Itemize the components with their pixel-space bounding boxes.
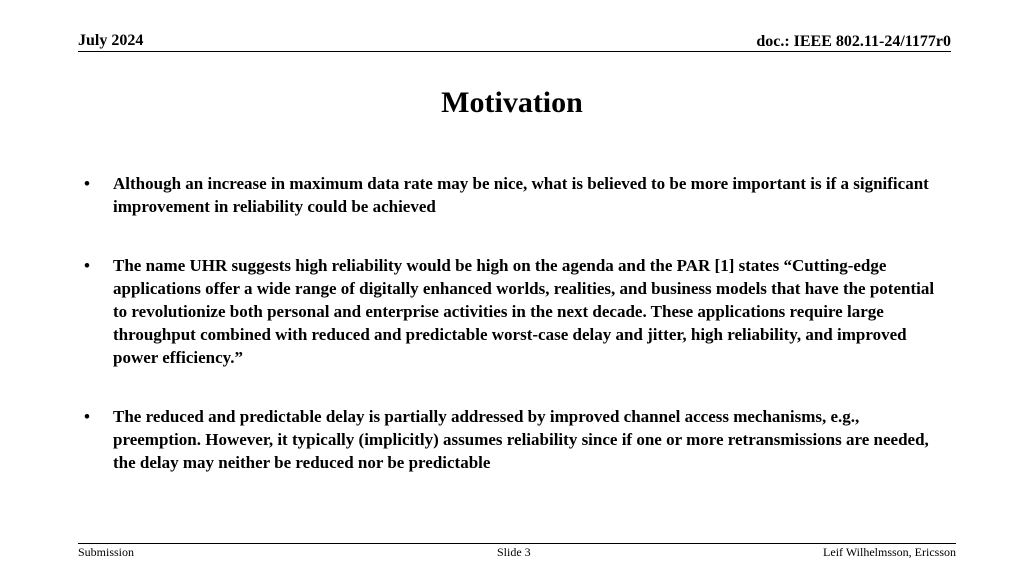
footer-author: Leif Wilhelmsson, Ericsson — [823, 545, 956, 559]
bullet-icon: • — [84, 256, 90, 275]
bullet-icon: • — [84, 407, 90, 426]
header-date: July 2024 — [78, 32, 144, 49]
footer-submission: Submission — [78, 545, 135, 559]
bullet-icon: • — [84, 174, 90, 193]
header-doc-id: doc.: IEEE 802.11-24/1177r0 — [756, 33, 951, 50]
slide-title: Motivation — [441, 86, 583, 119]
bullet-text: Although an increase in maximum data rate may be nice, what is believed to be more important is if a significant improvement in reliability could be achieved — [113, 174, 929, 216]
header-divider — [78, 51, 951, 52]
footer-slide-number: Slide 3 — [497, 545, 531, 559]
footer-divider — [78, 543, 956, 544]
bullet-text: The reduced and predictable delay is partially addressed by improved channel access mechanisms, e.g., preemption. However, it typically (implicitly) assumes reliability since if one or more retransmissions are needed, the delay may neither be reduced nor be predictable — [113, 407, 929, 472]
bullet-text: The name UHR suggests high reliability would be high on the agenda and the PAR [1] states “Cutting-edge applications offer a wide range of digitally enhanced worlds, realities, and business models that have the potential to revolutionize both personal and enterprise activities in the next decade. These applications require large throughput combined with reduced and predictable worst-case delay and jitter, high reliability, and improved power efficiency.” — [113, 256, 935, 367]
